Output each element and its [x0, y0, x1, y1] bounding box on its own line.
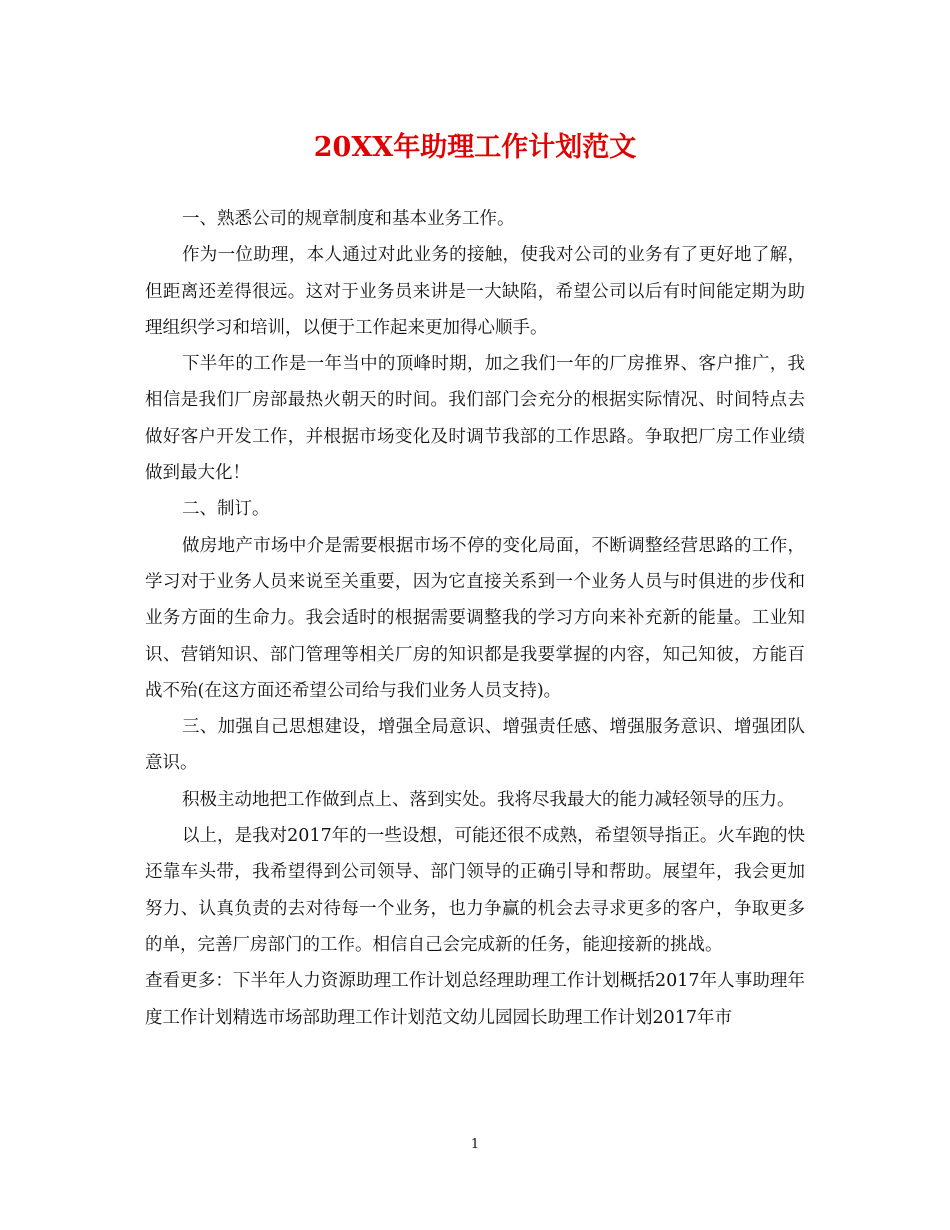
paragraph-1: 作为一位助理，本人通过对此业务的接触，使我对公司的业务有了更好地了解，但距离还差得很远。这对于业务员来讲是一大缺陷，希望公司以后有时间能定期为助理组织学习和培训，以便于工作起来更加得心顺手。 — [145, 245, 805, 338]
paragraph-2: 下半年的工作是一年当中的顶峰时期，加之我们一年的厂房推界、客户推广，我相信是我们厂房部最热火朝天的时间。我们部门会充分的根据实际情况、时间特点去做好客户开发工作，并根据市场变化及时调节我部的工作思路。争取把厂房工作业绩做到最大化！ — [145, 354, 805, 484]
section-heading-2: 二、制订。 — [182, 499, 270, 520]
see-more-links[interactable]: 查看更多：下半年人力资源助理工作计划总经理助理工作计划概括2017年人事助理年度工作计划精选市场部助理工作计划范文幼儿园园长助理工作计划2017年市 — [145, 971, 805, 1028]
page-number: 1 — [470, 1137, 480, 1152]
document-body — [145, 201, 805, 1036]
section-heading-1: 一、熟悉公司的规章制度和基本业务工作。 — [182, 209, 515, 229]
paragraph-3: 做房地产市场中介是需要根据市场不停的变化局面，不断调整经营思路的工作，学习对于业务人员来说至关重要，因为它直接关系到一个业务人员与时俱进的步伐和业务方面的生命力。我会适时的根据需要调整我的学习方向来补充新的能量。工业知识、营销知识、部门管理等相关厂房的知识都是我要掌握的内容，知己知彼，方能百战不殆(在这方面还希望公司给与我们业务人员支持)。 — [145, 535, 805, 701]
paragraph-4: 积极主动地把工作做到点上、落到实处。我将尽我最大的能力减轻领导的压力。 — [182, 789, 795, 810]
paragraph-5: 以上，是我对2017年的一些设想，可能还很不成熟，希望领导指正。火车跑的快还靠车头带，我希望得到公司领导、部门领导的正确引导和帮助。展望年，我会更加努力、认真负责的去对待每一个业务，也力争赢的机会去寻求更多的客户，争取更多的单，完善厂房部门的工作。相信自己会完成新的任务，能迎接新的挑战。 — [145, 826, 805, 955]
document-title: 20XX年助理工作计划范文 — [313, 132, 637, 163]
section-heading-3: 三、加强自己思想建设，增强全局意识、增强责任感、增强服务意识、增强团队意识。 — [145, 717, 805, 774]
